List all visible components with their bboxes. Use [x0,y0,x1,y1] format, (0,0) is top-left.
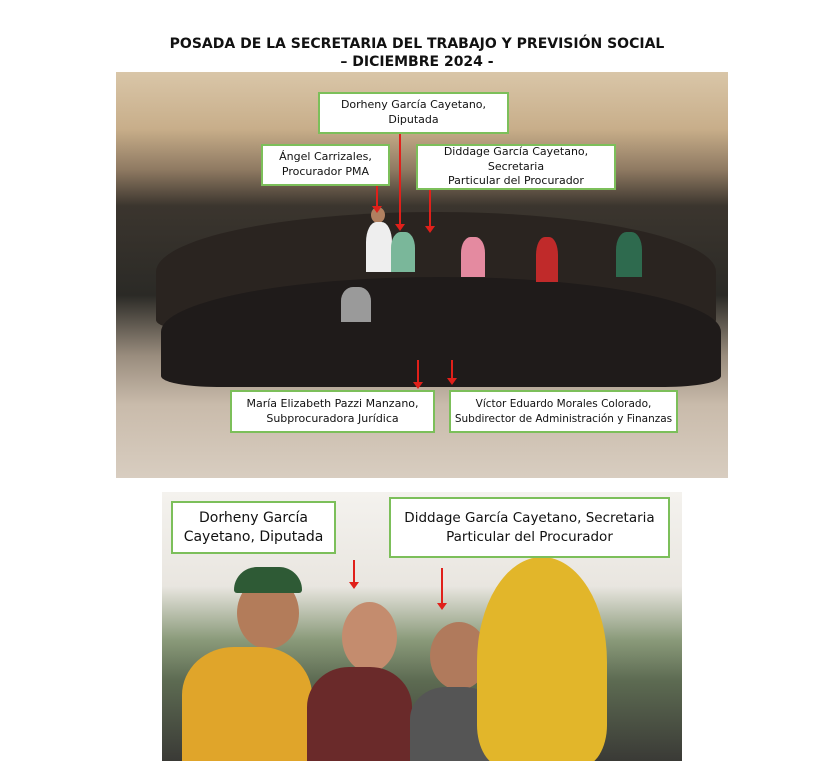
label-line: Cayetano, Diputada [183,528,324,545]
person-head [342,602,397,672]
arrow-icon [429,190,431,228]
label-line: Dorheny García [199,509,308,526]
label-angel [261,144,390,186]
person-white-shirt [366,222,392,272]
label-line: Ángel Carrizales, [279,150,372,164]
person-pink-top [461,237,485,277]
bee-mascot [477,557,607,761]
crowd-front-row [161,277,721,387]
label-line: Particular del Procurador [448,174,584,188]
label-line: Subprocuradora Jurídica [266,411,399,425]
arrow-icon [353,560,355,584]
label-dorheny [318,92,509,134]
document-title-line1: POSADA DE LA SECRETARIA DEL TRABAJO Y PREVISIÓN SOCIAL [169,36,665,52]
label-line: Procurador PMA [281,165,370,178]
person-yellow-vest [182,647,312,761]
label-diddage [416,144,616,190]
arrow-icon [399,134,401,226]
cap-icon [234,567,302,593]
arrow-icon [417,360,419,384]
person-green-jacket [616,232,642,277]
person-grey-top [341,287,371,322]
label-line: Particular del Procurador [446,528,613,545]
person-green-top [391,232,415,272]
person-burgundy-jacket [307,667,412,761]
label-line: María Elizabeth Pazzi Manzano, [246,396,419,410]
label-diddage-closeup [389,497,670,558]
label-line: Subdirector de Administración y Finanzas [454,412,673,425]
label-line: Víctor Eduardo Morales Colorado, [475,398,652,411]
arrow-icon [441,568,443,605]
label-line: Diddage García Cayetano, Secretaria [443,144,589,173]
label-victor [449,390,678,433]
arrow-icon [376,186,378,208]
arrow-icon [451,360,453,380]
label-dorheny-closeup [171,501,336,554]
label-maria [230,390,435,433]
document-title-line2: – DICIEMBRE 2024 - [340,54,494,70]
label-line: Diputada [388,113,439,126]
person-red-top [536,237,558,282]
label-line: Dorheny García Cayetano, [340,98,487,112]
label-line: Diddage García Cayetano, Secretaria [404,510,655,527]
